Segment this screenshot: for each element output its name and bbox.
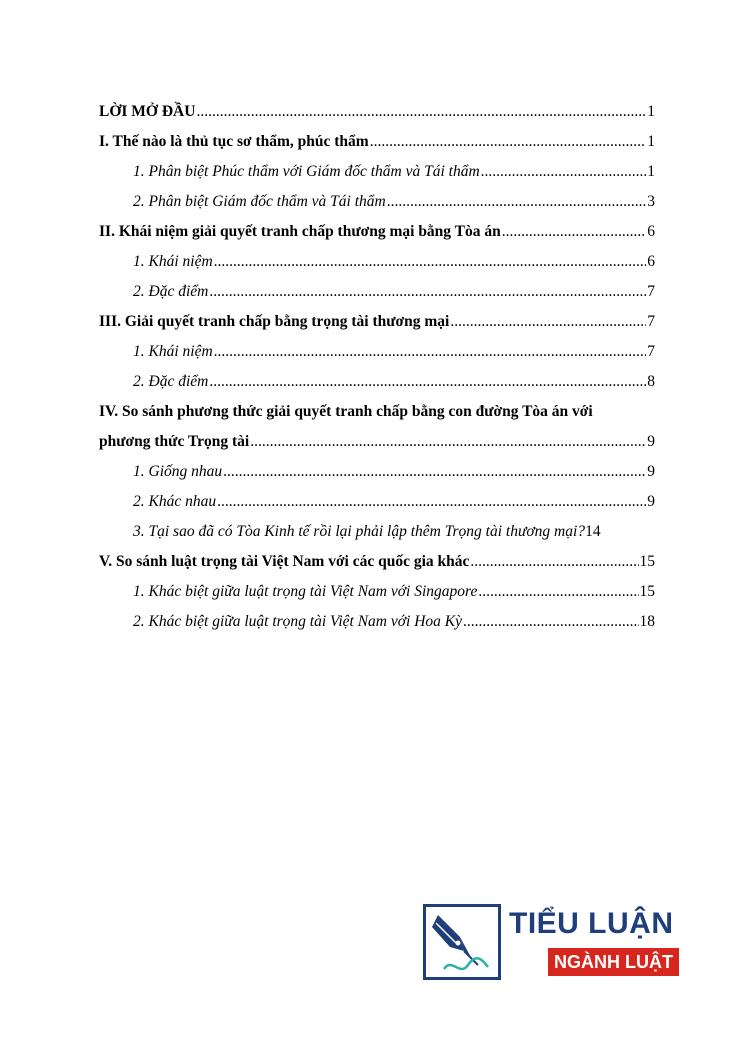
toc-leader-dots [502,217,647,247]
toc-leader-dots [450,307,646,337]
toc-page-number: 18 [639,613,655,630]
toc-entry-title: 1. Giống nhau [133,463,223,480]
toc-entry-section-4-line2[interactable] [99,427,655,457]
toc-entry-title: LỜI MỞ ĐẦU [99,103,196,120]
toc-page-number: 7 [647,283,655,300]
toc-entry-title: 2. Phân biệt Giám đốc thẩm và Tái thẩm [133,193,386,210]
toc-entry-section-4-line1[interactable] [99,397,655,427]
toc-entry-title: 1. Phân biệt Phúc thẩm với Giám đốc thẩm và Tái thẩm [133,163,480,180]
toc-entry-title: 2. Khác nhau [133,493,217,510]
toc-entry-5-2[interactable] [99,607,655,637]
logo-title: TIỂU LUẬN [509,907,674,940]
toc-entry-title: V. So sánh luật trọng tài Việt Nam với các quốc gia khác [99,553,470,570]
toc-entry-title: 2. Khác biệt giữa luật trọng tài Việt Nam với Hoa Kỳ [133,613,462,630]
toc-entry-4-3[interactable] [99,517,655,547]
toc-entry-2-2[interactable] [99,277,655,307]
toc-leader-dots [478,577,638,607]
toc-page-number: 14 [585,523,601,540]
toc-leader-dots [209,277,646,307]
toc-leader-dots [209,367,646,397]
toc-leader-dots [463,607,639,637]
toc-entry-1-1[interactable] [99,157,655,187]
toc-page-number: 1 [647,103,655,120]
brand-logo [423,900,674,980]
toc-page-number: 9 [647,493,655,510]
toc-entry-title: III. Giải quyết tranh chấp bằng trọng tài thương mại [99,313,450,330]
toc-entry-3-2[interactable] [99,367,655,397]
toc-entry-section-5[interactable] [99,547,655,577]
toc-entry-title: 1. Khác biệt giữa luật trọng tài Việt Nam với Singapore [133,583,478,600]
toc-entry-3-1[interactable] [99,337,655,367]
toc-entry-title: 1. Khái niệm [133,253,213,270]
toc-leader-dots [223,457,646,487]
toc-leader-dots [387,187,647,217]
toc-page-number: 1 [647,163,655,180]
toc-entry-title: 3. Tại sao đã có Tòa Kinh tế rồi lại phải lập thêm Trọng tài thương mại? [133,523,586,540]
toc-entry-title: 2. Đặc điểm [133,373,209,390]
toc-page-number: 8 [647,373,655,390]
logo-subtitle: NGÀNH LUẬT [548,948,679,976]
toc-leader-dots [214,247,647,277]
toc-entry-title: II. Khái niệm giải quyết tranh chấp thương mại bằng Tòa án [99,223,501,240]
toc-leader-dots [470,547,638,577]
toc-entry-section-2[interactable] [99,217,655,247]
toc-page-number: 7 [647,313,655,330]
toc-page-number: 6 [647,253,655,270]
toc-entry-4-2[interactable] [99,487,655,517]
toc-leader-dots [217,487,646,517]
toc-entry-title: I. Thế nào là thủ tục sơ thẩm, phúc thẩm [99,133,369,150]
toc-entry-title: 2. Đặc điểm [133,283,209,300]
table-of-contents [99,97,655,637]
toc-entry-5-1[interactable] [99,577,655,607]
toc-page-number: 1 [647,133,655,150]
toc-entry-section-1[interactable] [99,127,655,157]
toc-entry-section-3[interactable] [99,307,655,337]
toc-page-number: 3 [647,193,655,210]
fountain-pen-nib-icon [423,904,501,980]
toc-entry-title: IV. So sánh phương thức giải quyết tranh chấp bằng con đường Tòa án với [99,403,593,420]
toc-entry-2-1[interactable] [99,247,655,277]
toc-leader-dots [250,427,646,457]
toc-entry-intro[interactable] [99,97,655,127]
toc-leader-dots [196,97,646,127]
toc-page-number: 15 [639,583,655,600]
toc-leader-dots [214,337,647,367]
toc-page-number: 9 [647,433,655,450]
toc-page-number: 6 [647,223,655,240]
toc-entry-title: 1. Khái niệm [133,343,213,360]
toc-page-number: 7 [647,343,655,360]
toc-entry-1-2[interactable] [99,187,655,217]
toc-page-number: 15 [639,553,655,570]
toc-leader-dots [481,157,647,187]
toc-entry-4-1[interactable] [99,457,655,487]
toc-leader-dots [370,127,647,157]
toc-entry-title: phương thức Trọng tài [99,433,250,450]
toc-page-number: 9 [647,463,655,480]
